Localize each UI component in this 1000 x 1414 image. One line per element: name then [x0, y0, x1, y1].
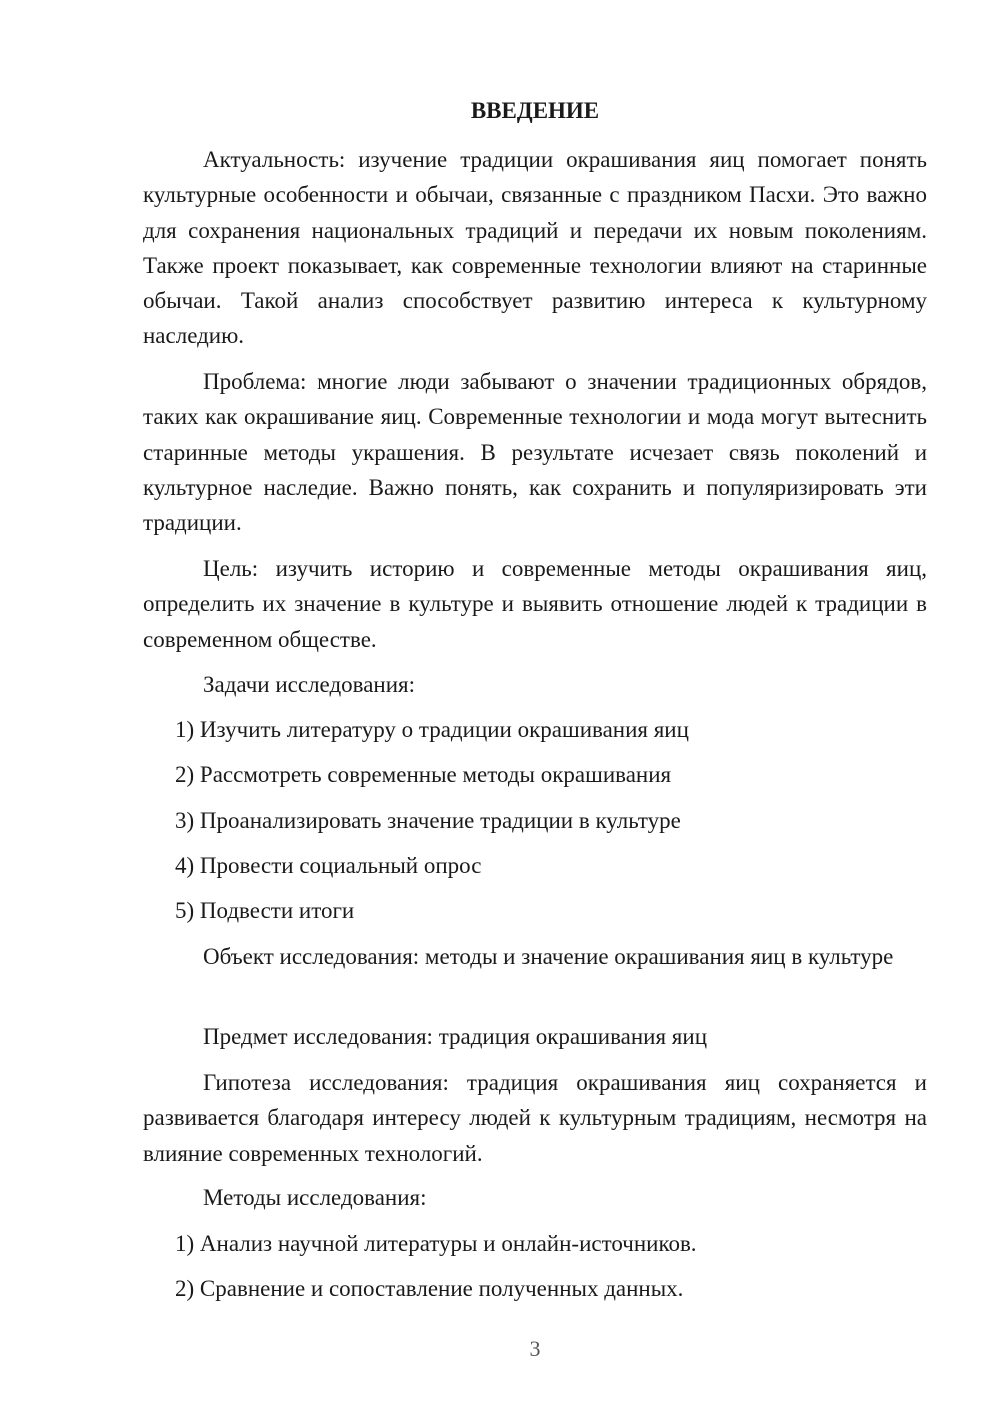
- method-item: 2) Сравнение и сопоставление полученных данных.: [175, 1276, 684, 1301]
- task-item: 1) Изучить литературу о традиции окрашивания яиц: [175, 717, 689, 742]
- hypothesis-paragraph: Гипотеза исследования: традиция окрашивания яиц сохраняется и развивается благодаря интересу людей к культурным традициям, несмотря на влияние современных технологий.: [143, 1070, 927, 1166]
- task-item: 3) Проанализировать значение традиции в культуре: [175, 808, 681, 833]
- task-item: 2) Рассмотреть современные методы окрашивания: [175, 762, 672, 787]
- page-number: 3: [529, 1336, 541, 1361]
- subject-paragraph: Предмет исследования: традиция окрашивания яиц: [203, 1024, 708, 1049]
- relevance-paragraph: Актуальность: изучение традиции окрашивания яиц помогает понять культурные особенности и обычаи, связанные с праздником Пасхи. Это важно для сохранения национальных традиций и передачи их новым поколениям. Также проект показывает, как современные технологии влияют на старинные обычаи. Такой анализ способствует развитию интереса к культурному наследию.: [143, 147, 927, 349]
- goal-paragraph: Цель: изучить историю и современные методы окрашивания яиц, определить их значение в культуре и выявить отношение людей к традиции в современном обществе.: [143, 556, 927, 652]
- section-title: ВВЕДЕНИЕ: [470, 98, 600, 123]
- problem-paragraph: Проблема: многие люди забывают о значении традиционных обрядов, таких как окрашивание яиц. Современные технологии и мода могут вытеснить старинные методы украшения. В результате исчезает связь поколений и культурное наследие. Важно понять, как сохранить и популяризировать эти традиции.: [143, 369, 927, 536]
- task-item: 5) Подвести итоги: [175, 898, 355, 923]
- task-item: 4) Провести социальный опрос: [175, 853, 482, 878]
- method-item: 1) Анализ научной литературы и онлайн-источников.: [175, 1231, 697, 1256]
- object-paragraph: Объект исследования: методы и значение окрашивания яиц в культуре: [203, 944, 894, 969]
- tasks-heading: Задачи исследования:: [203, 672, 416, 697]
- methods-heading: Методы исследования:: [203, 1185, 427, 1210]
- document-page: [143, 0, 927, 1414]
